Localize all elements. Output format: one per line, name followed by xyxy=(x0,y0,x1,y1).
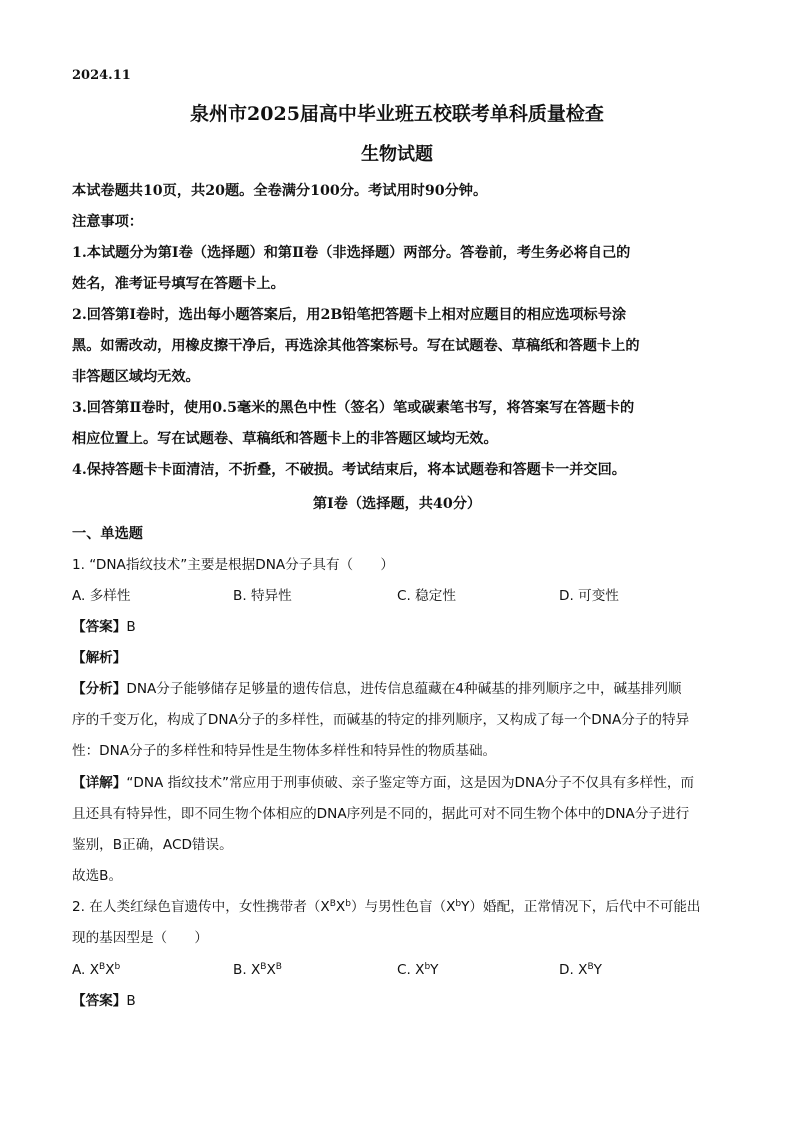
opt-sup: B xyxy=(260,962,267,972)
q2-stem-text: 2. 在人类红绿色盲遗传中，女性携带者（X xyxy=(72,899,330,915)
answer-tag: 【答案】 xyxy=(72,993,127,1009)
xiangjie-text: “DNA 指纹技术”常应用于刑事侦破、亲子鉴定等方面，这是因为DNA分子不仅具有多样性，而 xyxy=(126,775,695,791)
notes-line: 1.本试题分为第Ⅰ卷（选择题）和第Ⅱ卷（非选择题）两部分。答卷前，考生务必将自己的 xyxy=(72,245,631,261)
opt-sup: B xyxy=(99,962,106,972)
opt-text: C. X xyxy=(397,962,425,978)
q1-stem: 1. “DNA指纹技术”主要是根据DNA分子具有（ ） xyxy=(72,557,394,573)
notes-heading: 注意事项： xyxy=(72,214,143,230)
opt-sup: B xyxy=(275,962,282,972)
opt-text: X xyxy=(105,962,115,978)
exam-date: 2024.11 xyxy=(72,68,131,83)
q1-fenxi-line: 性：DNA分子的多样性和特异性是生物体多样性和特异性的物质基础。 xyxy=(72,743,497,759)
answer-value: B xyxy=(126,993,136,1009)
fenxi-tag: 【分析】 xyxy=(72,681,127,697)
notes-line: 3.回答第Ⅱ卷时，使用0.5毫米的黑色中性（签名）笔或碳素笔书写，将答案写在答题卡的 xyxy=(72,400,635,416)
notes-line: 相应位置上。写在试题卷、草稿纸和答题卡上的非答题区域均无效。 xyxy=(72,431,498,447)
fenxi-text: DNA分子能够储存足够量的遗传信息，进传信息蕴藏在4种碱基的排列顺序之中，碱基排列顺 xyxy=(126,681,682,697)
notes-line: 非答题区域均无效。 xyxy=(72,369,200,385)
q1-fenxi-line: 序的千变万化，构成了DNA分子的多样性，而碱基的特定的排列顺序，又构成了每一个DNA分子的特异 xyxy=(72,712,690,728)
notes-line: 4.保持答题卡卡面清洁，不折叠，不破损。考试结束后，将本试题卷和答题卡一并交回。 xyxy=(72,462,626,478)
q1-fenxi-line xyxy=(72,679,682,699)
opt-text: B. X xyxy=(233,962,261,978)
q2-stem-text: Y）婚配，正常情况下，后代中不可能出 xyxy=(461,899,701,915)
q1-conclusion: 故选B。 xyxy=(72,868,123,884)
q2-stem-text: ）与男性色盲（X xyxy=(350,899,456,915)
opt-text: Y xyxy=(430,962,439,978)
q2-option-d xyxy=(559,960,602,980)
q1-xiangjie-line xyxy=(72,773,694,793)
opt-sup: B xyxy=(587,962,594,972)
notes-line: 姓名，准考证号填写在答题卡上。 xyxy=(72,276,285,292)
answer-value: B xyxy=(126,619,136,635)
section-title: 第Ⅰ卷（选择题，共40分） xyxy=(312,496,482,512)
notes-line: 2.回答第Ⅰ卷时，选出每小题答案后，用2B铅笔把答题卡上相对应题目的相应选项标号涂 xyxy=(72,307,627,323)
notes-line: 黑。如需改动，用橡皮擦干净后，再选涂其他答案标号。写在试题卷、草稿纸和答题卡上的 xyxy=(72,338,640,354)
opt-text: D. X xyxy=(559,962,588,978)
q1-answer xyxy=(72,617,136,637)
q2-stem-line2: 现的基因型是（ ） xyxy=(72,930,208,946)
q1-option-d: D. 可变性 xyxy=(559,588,619,604)
q2-stem-sup: b xyxy=(455,899,462,909)
exam-intro: 本试卷题共10页，共20题。全卷满分100分。考试用时90分钟。 xyxy=(72,183,488,199)
q1-option-a: A. 多样性 xyxy=(72,588,131,604)
q1-xiangjie-line: 且还具有特异性，即不同生物个体相应的DNA序列是不同的，据此可对不同生物个体中的DNA分子进行 xyxy=(72,806,690,822)
q2-option-c xyxy=(397,960,438,980)
q1-xiangjie-line: 鉴别，B正确，ACD错误。 xyxy=(72,837,233,853)
answer-tag: 【答案】 xyxy=(72,619,127,635)
q2-stem-line1 xyxy=(72,897,701,917)
q1-analysis-tag xyxy=(72,648,126,668)
q2-stem-sup: b xyxy=(345,899,351,909)
q2-stem-text: X xyxy=(335,899,346,915)
opt-text: A. X xyxy=(72,962,100,978)
section-heading: 一、单选题 xyxy=(72,526,143,542)
exam-title: 泉州市2025届高中毕业班五校联考单科质量检查 xyxy=(190,103,604,125)
analysis-tag: 【解析】 xyxy=(72,650,127,666)
q2-option-a xyxy=(72,960,120,980)
opt-text: Y xyxy=(593,962,602,978)
exam-subtitle: 生物试题 xyxy=(361,144,433,165)
opt-sup: b xyxy=(114,962,121,972)
q2-option-b xyxy=(233,960,282,980)
q1-option-b: B. 特异性 xyxy=(233,588,292,604)
q2-answer xyxy=(72,991,136,1011)
opt-text: X xyxy=(266,962,276,978)
q1-option-c: C. 稳定性 xyxy=(397,588,456,604)
q2-stem-sup: B xyxy=(329,899,336,909)
xiangjie-tag: 【详解】 xyxy=(72,775,127,791)
opt-sup: b xyxy=(424,962,431,972)
